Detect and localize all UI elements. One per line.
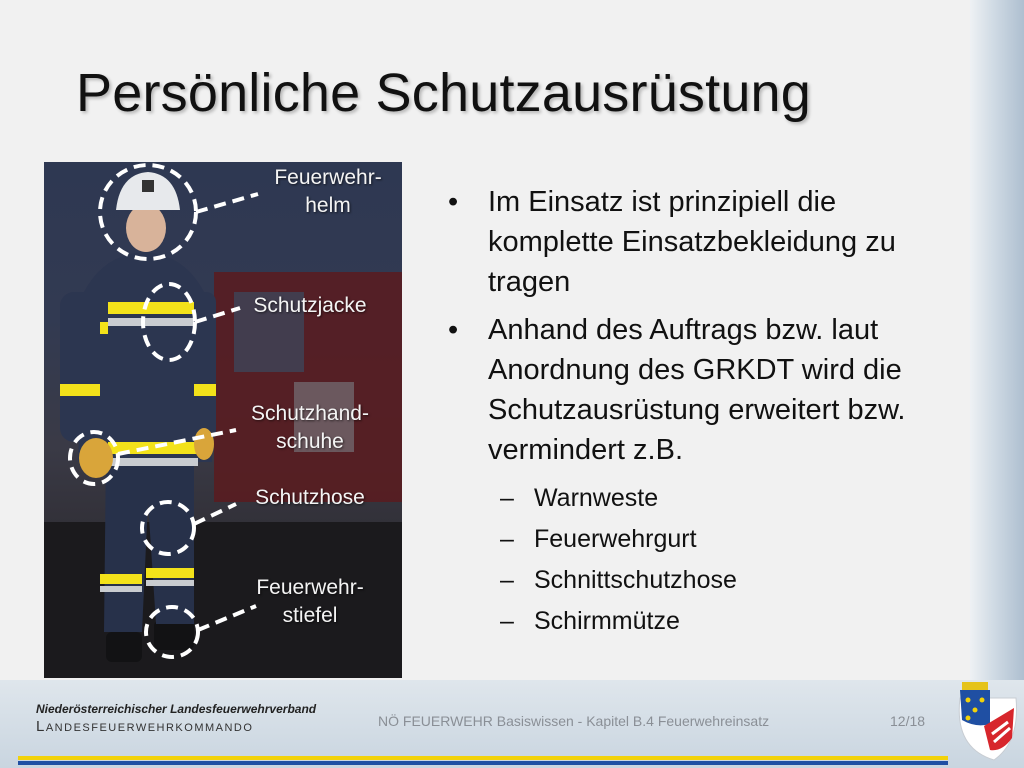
arm-left [60,292,100,442]
sub-bullet-text: Schirmmütze [534,607,680,635]
glove-left [79,438,113,478]
sub-bullet-text: Schnittschutzhose [534,566,737,594]
trouser-reflector-left [100,586,142,592]
label-gloves-line2: schuhe [276,430,344,453]
bullet-dot: • [448,186,459,218]
label-trousers: Schutzhose [255,486,365,509]
label-boots-line2: stiefel [282,604,338,627]
trouser-stripe-right [146,568,194,578]
page-number: 12/18 [890,713,926,729]
trouser-stripe-left [100,574,142,584]
label-gloves-line1: Schutzhand- [251,402,369,425]
label-helmet-line1: Feuerwehr- [274,166,382,189]
bullet-item [448,182,968,302]
face [126,204,166,252]
arm-stripe-left [60,384,100,396]
trouser-reflector-right [146,580,194,586]
jacket-stripe-top [108,302,198,314]
footer-stripe-yellow [18,756,948,760]
sub-bullet-item [448,601,968,642]
bullet-item [448,310,968,470]
bullet-text: Anhand des Auftrags bzw. laut Anordnung des GRKDT wird die Schutzausrüstung erweitert bzw. vermindert z.B. [488,314,906,466]
bullet-dot: • [448,314,459,346]
sub-bullet-item [448,560,968,601]
label-boots-line1: Feuerwehr- [256,576,364,599]
helmet-connector [196,194,258,212]
sub-bullet-dash: – [500,525,514,553]
label-gloves [240,400,380,456]
sub-bullet-item [448,519,968,560]
sub-bullet-dash: – [500,484,514,512]
sub-bullet-dash: – [500,566,514,594]
footer-chapter-text: NÖ FEUERWEHR Basiswissen - Kapitel B.4 Feuerwehreinsatz [378,713,770,729]
glove-right [194,428,214,460]
boot-right [154,620,194,650]
helmet-badge [142,180,154,192]
jacket-reflector-bottom [108,458,198,466]
footer-stripe-blue [18,761,948,765]
label-helmet [258,164,398,220]
label-boots [240,574,380,630]
sub-bullet-dash: – [500,607,514,635]
sub-bullet-item [448,478,968,519]
bullet-list [448,182,968,642]
arm-stripe-right [194,384,216,396]
trousers-connector [194,504,236,524]
boot-left [106,632,142,662]
label-helmet-line2: helm [305,194,351,217]
slide-title: Persönliche Schutzausrüstung [76,63,812,123]
sub-bullet-text: Warnweste [534,484,659,512]
footer-org-unit: Landesfeuerwehrkommando [36,718,254,735]
label-jacket: Schutzjacke [253,294,367,317]
firefighter-photo [44,162,402,678]
right-decor-band [970,0,1024,768]
footer-org-name: Niederösterreichischer Landesfeuerwehrverband [36,702,317,716]
bullet-text: Im Einsatz ist prinzipiell die komplette Einsatzbekleidung zu tragen [488,186,896,298]
jacket-reflector-top [108,318,198,326]
sub-bullet-text: Feuerwehrgurt [534,525,697,553]
crest-logo-icon [954,678,1020,762]
